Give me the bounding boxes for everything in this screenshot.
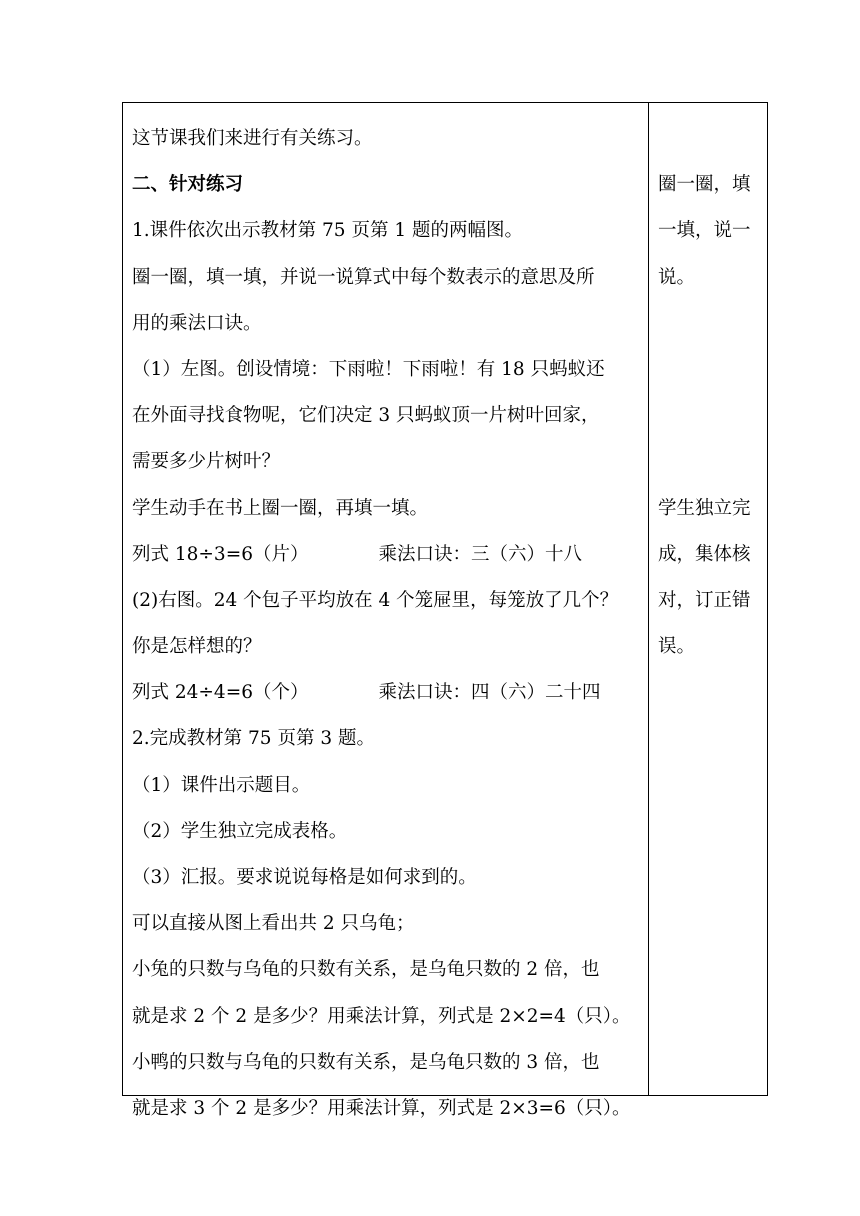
side-note-1-line-1: 圈一圈，填 xyxy=(658,174,751,196)
rabbit-line: 小兔的只数与乌龟的只数有关系，是乌龟只数的 2 倍，也 xyxy=(132,959,600,981)
exercise-2-line: 2.完成教材第 75 页第 3 题。 xyxy=(132,728,375,750)
formula-1-expression: 列式 18÷3=6（片） xyxy=(132,543,309,565)
instruction-line: 圈一圈，填一填，并说一说算式中每个数表示的意思及所 xyxy=(132,266,595,288)
step-3-line: （3）汇报。要求说说每格是如何求到的。 xyxy=(132,867,477,888)
side-spacer xyxy=(658,393,767,439)
formula-2-rhyme: 乘法口诀：四（六）二十四 xyxy=(378,682,601,704)
student-action-line: 学生动手在书上圈一圈，再填一填。 xyxy=(132,497,429,519)
side-spacer xyxy=(658,347,767,393)
instruction-line-cont: 用的乘法口诀。 xyxy=(132,312,262,334)
side-spacer xyxy=(658,301,767,347)
right-picture-question: 你是怎样想的？ xyxy=(132,636,262,658)
side-spacer xyxy=(658,439,767,485)
student-activity-column xyxy=(649,103,767,1095)
intro-line: 这节课我们来进行有关练习。 xyxy=(132,128,373,149)
side-note-2-line-4: 误。 xyxy=(658,636,696,658)
side-note-1-line-2: 一填，说一 xyxy=(658,220,751,242)
right-picture-line: (2)右图。24 个包子平均放在 4 个笼屉里，每笼放了几个？ xyxy=(132,589,619,611)
side-note-2-line-2: 成，集体核 xyxy=(658,543,751,565)
side-note-2-line-1: 学生独立完 xyxy=(658,497,751,519)
left-picture-line-cont: 在外面寻找食物呢，它们决定 3 只蚂蚁顶一片树叶回家， xyxy=(132,405,600,427)
formula-line-1 xyxy=(132,532,648,578)
formula-line-2 xyxy=(132,670,648,716)
exercise-1-line: 1.课件依次出示教材第 75 页第 1 题的两幅图。 xyxy=(132,220,523,242)
side-spacer xyxy=(658,116,767,162)
side-note-1-line-3: 说。 xyxy=(658,266,696,288)
step-2-line: （2）学生独立完成表格。 xyxy=(132,820,348,842)
rabbit-line-cont: 就是求 2 个 2 是多少？用乘法计算，列式是 2×2=4（只）。 xyxy=(132,1005,631,1027)
left-picture-line: （1）左图。创设情境：下雨啦！下雨啦！有 18 只蚂蚁还 xyxy=(132,358,605,380)
side-note-2-line-3: 对，订正错 xyxy=(658,589,751,611)
section-heading: 二、针对练习 xyxy=(132,174,244,196)
duck-line-cont: 就是求 3 个 2 是多少？用乘法计算，列式是 2×3=6（只）。 xyxy=(132,1097,631,1119)
lesson-table xyxy=(122,102,768,1119)
teacher-activity-column xyxy=(123,103,649,1119)
duck-line: 小鸭的只数与乌龟的只数有关系，是乌龟只数的 3 倍，也 xyxy=(132,1051,600,1073)
formula-1-rhyme: 乘法口诀：三（六）十八 xyxy=(378,543,582,565)
formula-2-expression: 列式 24÷4=6（个） xyxy=(132,682,309,704)
left-picture-question: 需要多少片树叶？ xyxy=(132,451,281,473)
turtle-line: 可以直接从图上看出共 2 只乌龟； xyxy=(132,913,415,935)
step-1-line: （1）课件出示题目。 xyxy=(132,774,311,796)
